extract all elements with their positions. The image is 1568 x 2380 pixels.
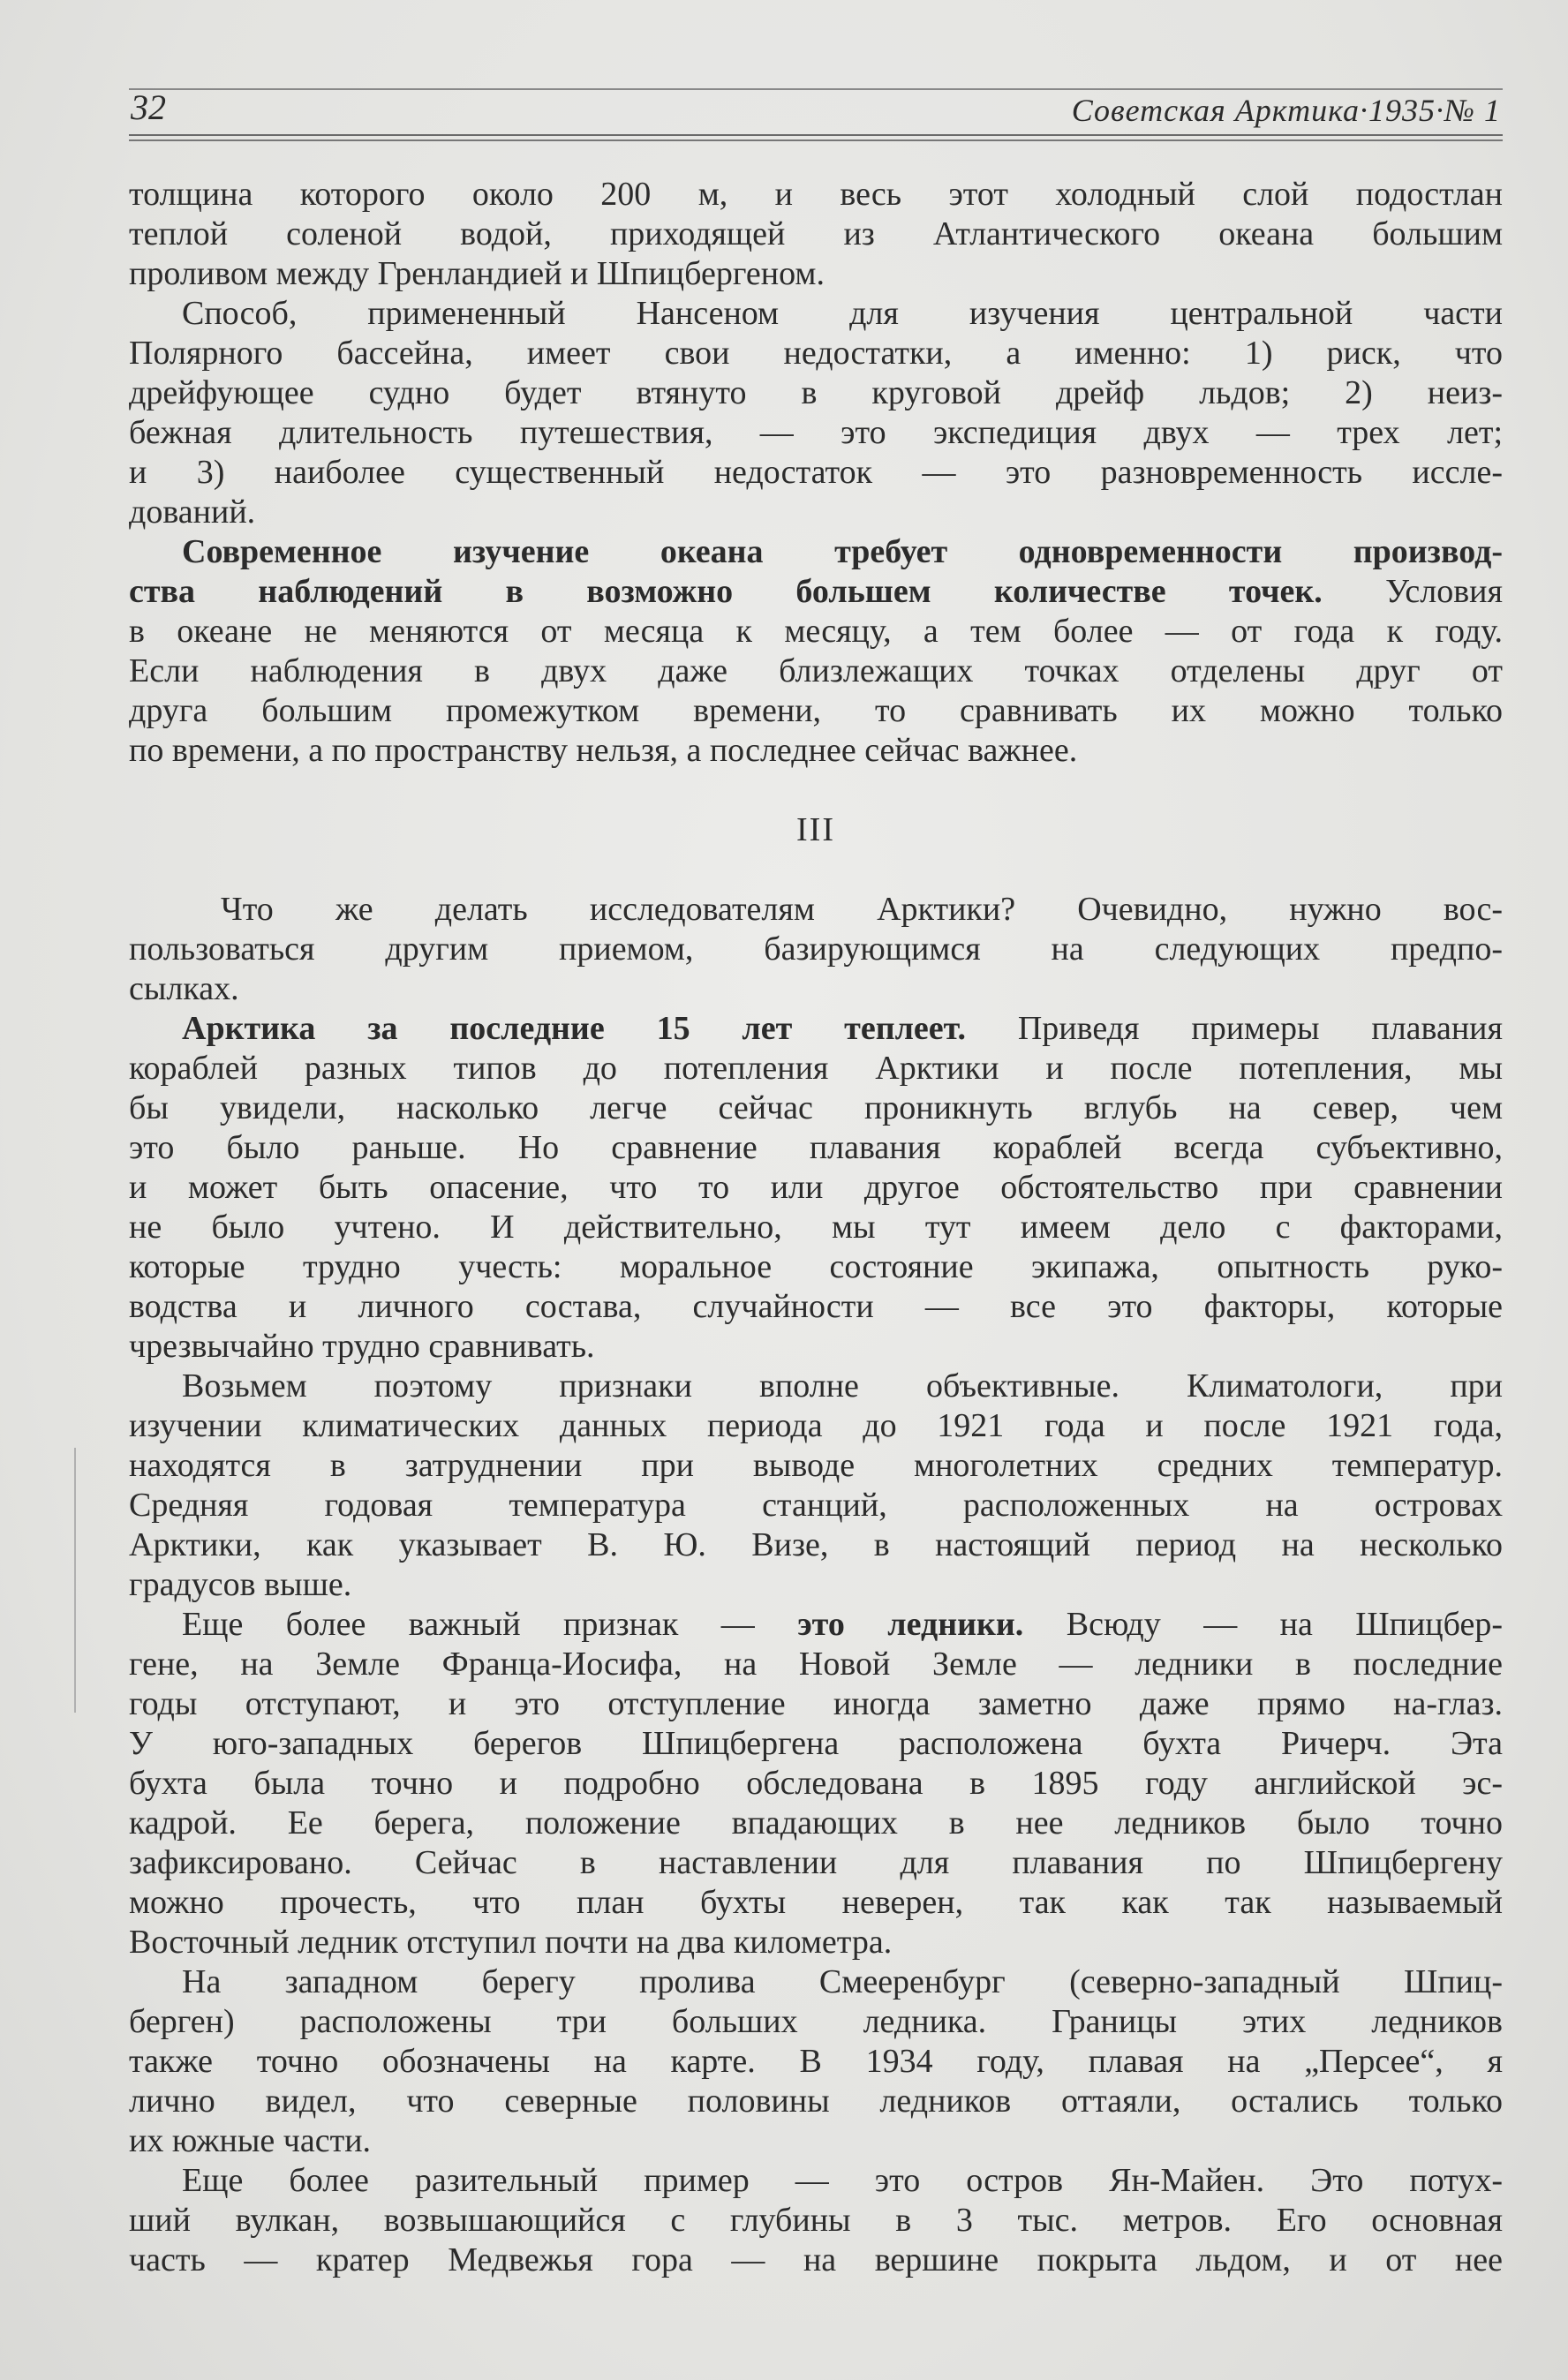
text-line: [129, 1605, 1503, 1645]
text-line: Восточный ледник отступил почти на два километра.: [129, 1924, 893, 1961]
bold-emphasis: Современное изучение океана требует одновременности производ-: [182, 533, 1503, 570]
paragraph: [129, 532, 1503, 771]
text-line: гене, на Земле Франца-Иосифа, на Новой Земле — ледники в последние: [129, 1646, 1503, 1683]
text-line: годы отступают, и это отступление иногда заметно даже прямо на-глаз.: [129, 1685, 1503, 1722]
text-line: Полярного бассейна, имеет свои недостатки, а именно: 1) риск, что: [129, 335, 1503, 372]
paragraph: [129, 1367, 1503, 1605]
text-line: [129, 572, 1503, 612]
text-segment: Всюду — на Шпицбер-: [1023, 1606, 1503, 1643]
header-top-rule: [129, 88, 1503, 90]
text-segment: Еще более важный признак —: [182, 1606, 798, 1643]
text-line: кораблей разных типов до потепления Арктики и после потепления, мы: [129, 1050, 1503, 1087]
text-line: можно прочесть, что план бухты неверен, так как так называемый: [129, 1884, 1503, 1921]
text-line: градусов выше.: [129, 1566, 352, 1603]
text-line: проливом между Гренландией и Шпицбергеном.: [129, 255, 825, 292]
text-line: бы увидели, насколько легче сейчас проникнуть вглубь на север, чем: [129, 1089, 1503, 1126]
text-line: толщина которого около 200 м, и весь этот холодный слой подостлан: [129, 176, 1503, 213]
text-line: часть — кратер Медвежья гора — на вершине покрыта льдом, и от нее: [129, 2241, 1503, 2278]
text-line: и может быть опасение, что то или другое обстоятельство при сравнении: [129, 1169, 1503, 1206]
paragraph: [129, 890, 1503, 1009]
article-body: [129, 175, 1503, 2280]
text-line: сылках.: [129, 970, 239, 1007]
text-line: также точно обозначены на карте. В 1934 году, плавая на „Персее“, я: [129, 2043, 1503, 2080]
text-line: Еще более разительный пример — это остров Ян-Майен. Это потух-: [182, 2162, 1503, 2199]
text-line: [129, 532, 1503, 572]
text-line: дрейфующее судно будет втянуто в круговой дрейф льдов; 2) неиз-: [129, 374, 1503, 411]
paragraph: [129, 1605, 1503, 1962]
text-line: кадрой. Ее берега, положение впадающих в нее ледников было точно: [129, 1804, 1503, 1841]
text-line: в океане не меняются от месяца к месяцу, а тем более — от года к году.: [129, 613, 1503, 650]
paragraph: [129, 2161, 1503, 2280]
text-line: Что же делать исследователям Арктики? Очевидно, нужно вос-: [221, 891, 1503, 928]
text-line: Способ, примененный Нансеном для изучения центральной части: [182, 295, 1503, 332]
text-line: по времени, а по пространству нельзя, а последнее сейчас важнее.: [129, 732, 1078, 769]
header-bottom-rule: [129, 134, 1503, 136]
paragraph: [129, 294, 1503, 532]
page-number: 32: [131, 87, 166, 127]
text-line: изучении климатических данных периода до 1921 года и после 1921 года,: [129, 1407, 1503, 1444]
bold-emphasis: ства наблюдений в возможно большем количестве точек.: [129, 573, 1323, 610]
text-line: дований.: [129, 493, 256, 531]
text-line: [129, 1009, 1503, 1049]
text-line: Возьмем поэтому признаки вполне объективные. Климатологи, при: [182, 1367, 1503, 1405]
header-bottom-rule-2: [129, 139, 1503, 141]
text-line: не было учтено. И действительно, мы тут имеем дело с факторами,: [129, 1209, 1503, 1246]
text-line: бежная длительность путешествия, — это экспедиция двух — трех лет;: [129, 414, 1503, 451]
paragraph: [129, 1009, 1503, 1367]
margin-mark: [74, 1448, 76, 1713]
text-line: На западном берегу пролива Смееренбург (северно-западный Шпиц-: [182, 1963, 1503, 2000]
text-line: пользоваться другим приемом, базирующимся на следующих предпо-: [129, 930, 1503, 968]
text-line: У юго-западных берегов Шпицбергена расположена бухта Ричерч. Эта: [129, 1725, 1503, 1762]
text-line: друга большим промежутком времени, то сравнивать их можно только: [129, 692, 1503, 729]
text-line: лично видел, что северные половины ледников оттаяли, остались только: [129, 2082, 1503, 2120]
text-line: это было раньше. Но сравнение плавания кораблей всегда субъективно,: [129, 1129, 1503, 1166]
section-heading: III: [796, 811, 835, 848]
text-line: их южные части.: [129, 2122, 372, 2159]
text-segment: Условия: [1322, 573, 1503, 610]
text-line: зафиксировано. Сейчас в наставлении для плавания по Шпицбергену: [129, 1844, 1503, 1881]
text-line: ший вулкан, возвышающийся с глубины в 3 тыс. метров. Его основная: [129, 2202, 1503, 2239]
text-segment: Приведя примеры плавания: [965, 1010, 1503, 1047]
text-line: находятся в затруднении при выводе многолетних средних температур.: [129, 1447, 1503, 1484]
bold-emphasis: Арктика за последние 15 лет теплеет.: [182, 1010, 966, 1047]
text-line: и 3) наиболее существенный недостаток — это разновременность иссле-: [129, 454, 1503, 491]
text-line: чрезвычайно трудно сравнивать.: [129, 1328, 595, 1365]
text-line: берген) расположены три больших ледника. Границы этих ледников: [129, 2003, 1503, 2040]
text-line: теплой соленой водой, приходящей из Атлантического океана большим: [129, 215, 1503, 252]
paragraph: [129, 175, 1503, 294]
text-line: Арктики, как указывает В. Ю. Визе, в настоящий период на несколько: [129, 1526, 1503, 1563]
paragraph: [129, 1962, 1503, 2161]
text-line: которые трудно учесть: моральное состояние экипажа, опытность руко-: [129, 1248, 1503, 1285]
text-line: Если наблюдения в двух даже близлежащих точках отделены друг от: [129, 652, 1503, 689]
running-header-journal: Советская Арктика·1935·№ 1: [1071, 93, 1501, 128]
text-line: бухта была точно и подробно обследована в 1895 году английской эс-: [129, 1765, 1503, 1802]
bold-emphasis: это ледники.: [797, 1606, 1024, 1643]
text-line: водства и личного состава, случайности — все это факторы, которые: [129, 1288, 1503, 1325]
text-line: Средняя годовая температура станций, расположенных на островах: [129, 1487, 1503, 1524]
